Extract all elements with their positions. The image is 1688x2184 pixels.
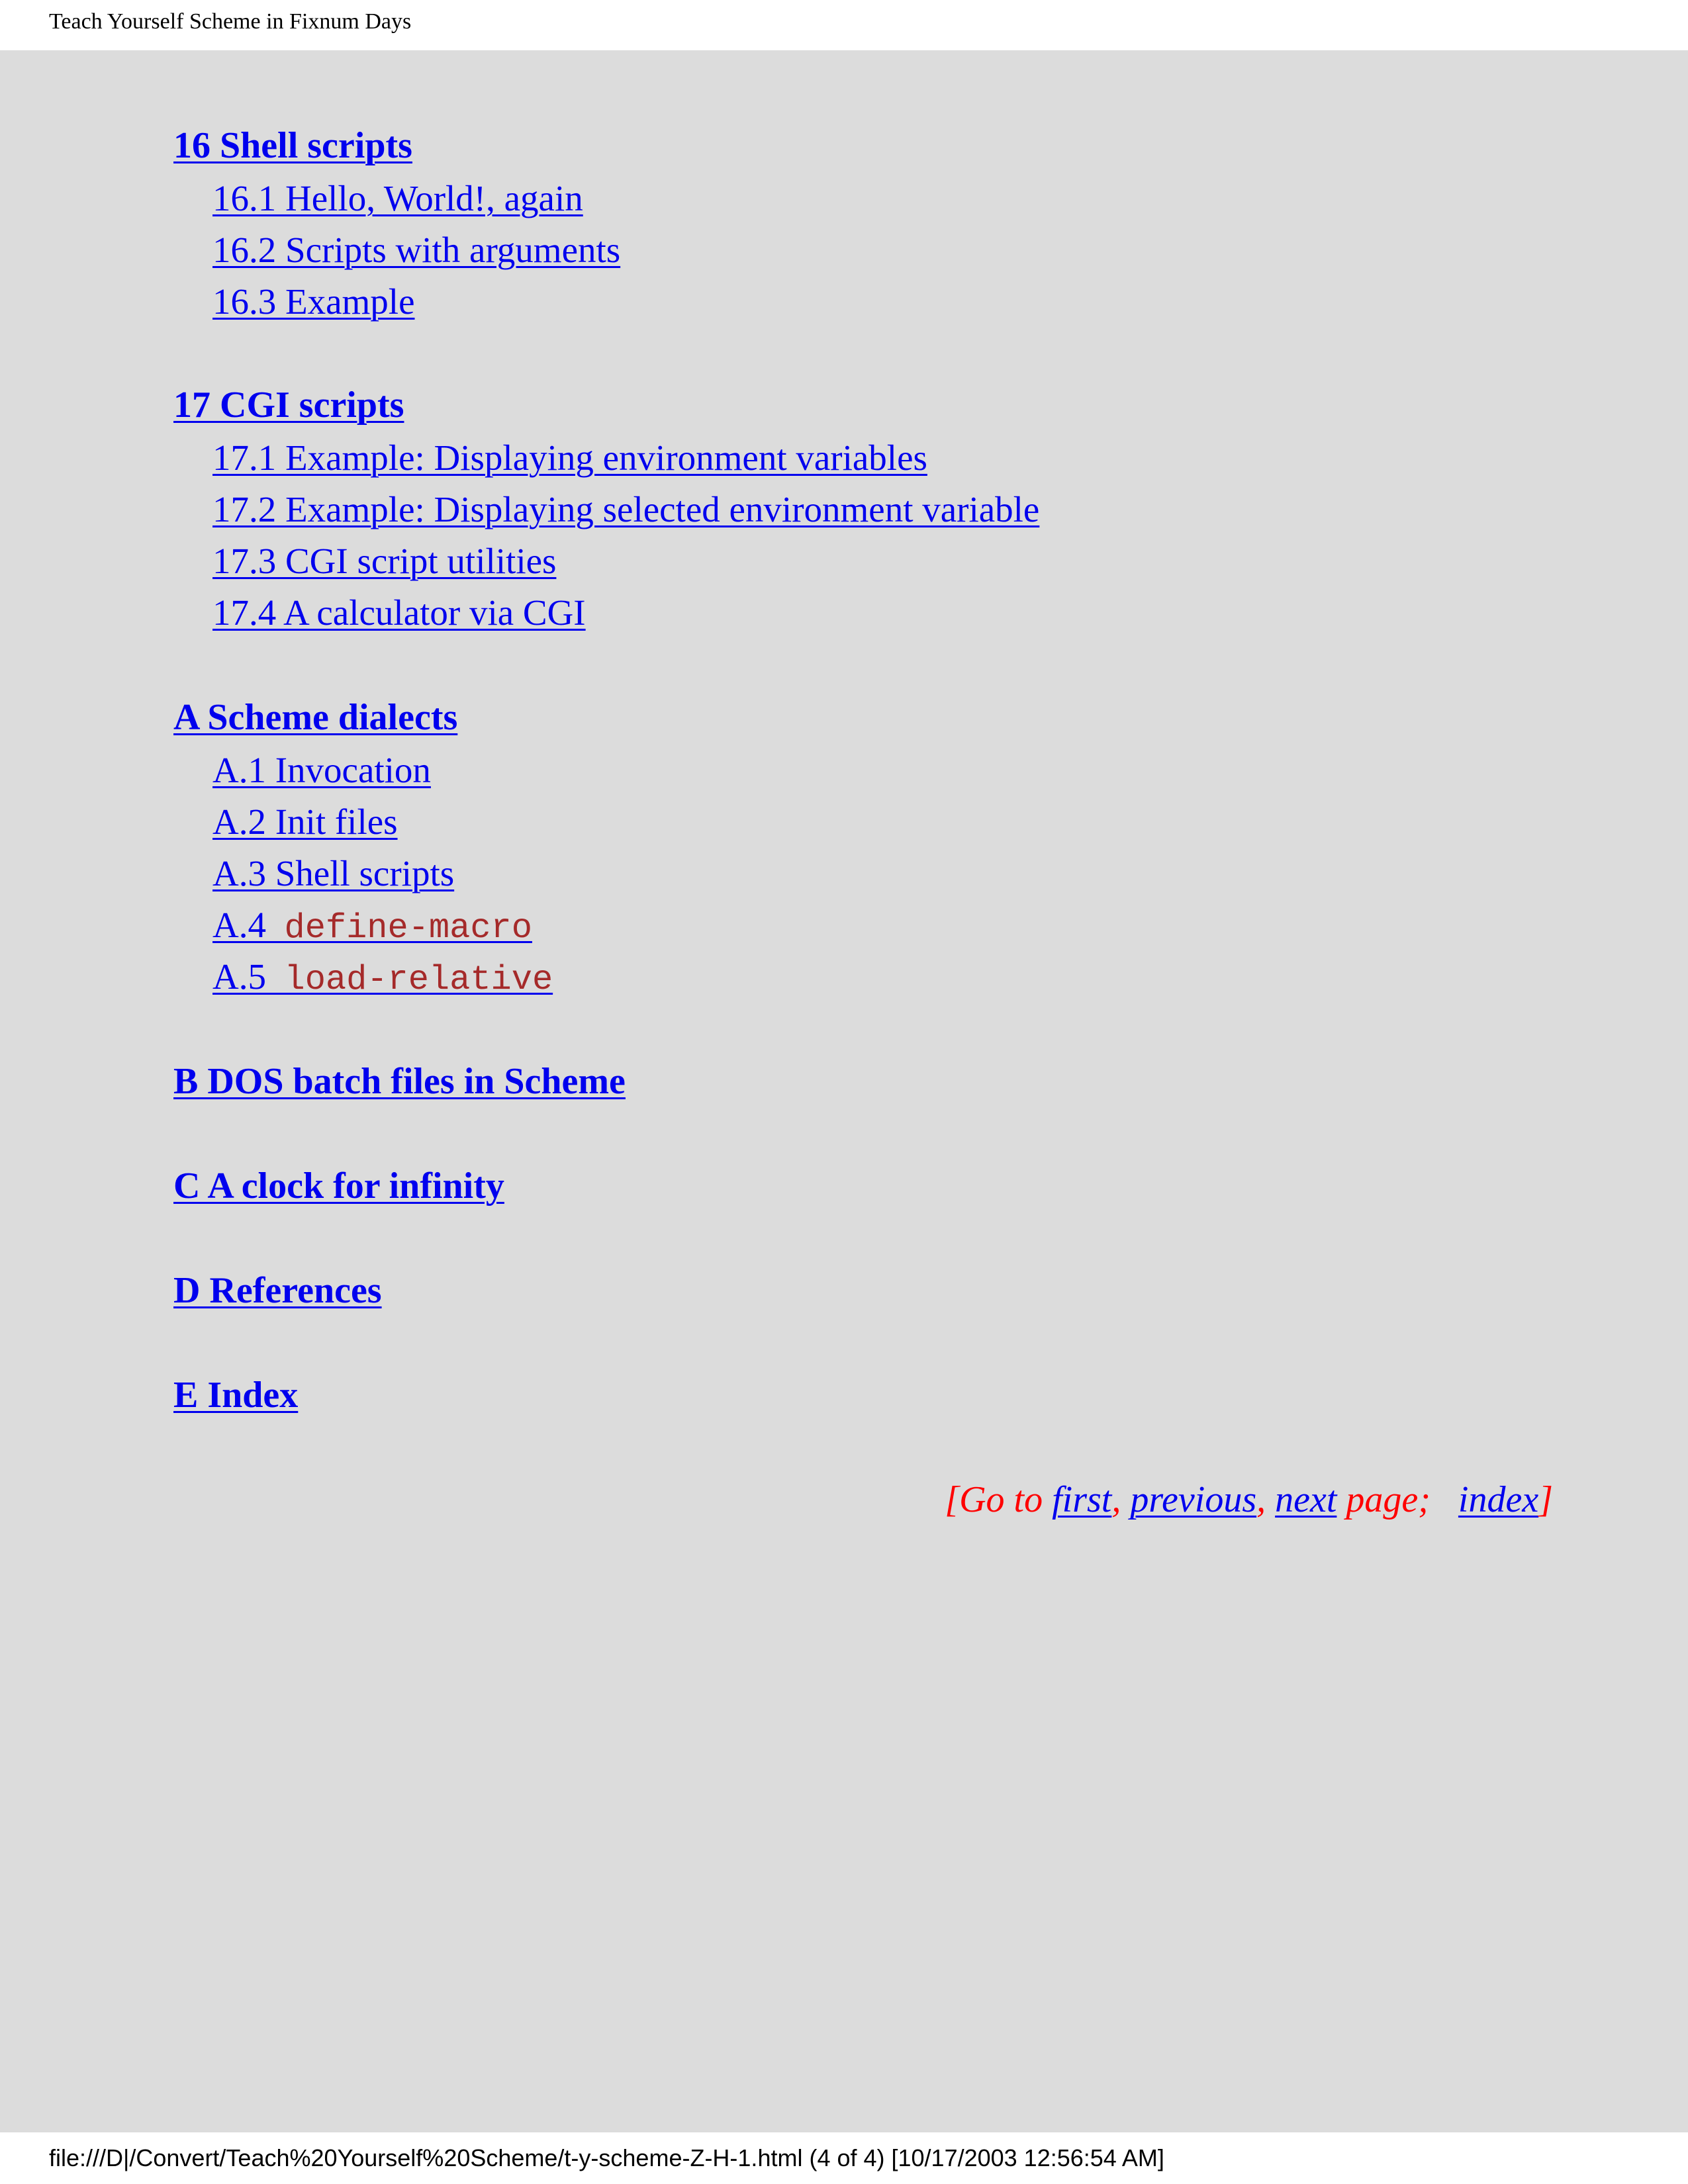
browser-print-header: [0, 0, 1688, 50]
toc-section-16-1-link[interactable]: 16.1 Hello, World!, again: [212, 178, 583, 218]
toc-appendix-d-link[interactable]: D References: [173, 1270, 382, 1311]
toc-section-17-1-link[interactable]: 17.1 Example: Displaying environment variables: [212, 437, 927, 478]
toc-section-17-3-link[interactable]: 17.3 CGI script utilities: [212, 541, 557, 581]
toc-section-a-2-link[interactable]: A.2 Init files: [212, 801, 398, 842]
toc-appendix-a-link[interactable]: A Scheme dialects: [173, 697, 458, 738]
browser-print-footer: [0, 2132, 1688, 2184]
toc-section-a-3-link[interactable]: A.3 Shell scripts: [212, 853, 455, 893]
nav-previous-link[interactable]: previous: [1130, 1479, 1257, 1520]
page-navigation: [945, 1479, 1553, 1521]
page-content: [0, 50, 1688, 2132]
toc-section-a-4-link[interactable]: [212, 904, 532, 948]
page-header-title: Teach Yourself Scheme in Fixnum Days: [49, 9, 412, 34]
toc-section-a-4-number: A.4: [212, 905, 285, 945]
toc-appendix-c-link[interactable]: C A clock for infinity: [173, 1165, 504, 1206]
toc-section-a-5-link[interactable]: [212, 956, 553, 999]
toc-section-17-2-link[interactable]: 17.2 Example: Displaying selected environment variable: [212, 489, 1040, 529]
page-footer-url: file:///D|/Convert/Teach%20Yourself%20Scheme/t-y-scheme-Z-H-1.html (4 of 4) [10/17/2003 12:56:54 AM]: [49, 2144, 1164, 2171]
toc-appendix-e-link[interactable]: E Index: [173, 1375, 299, 1416]
nav-index-link[interactable]: index: [1458, 1479, 1539, 1520]
nav-close-text: ]: [1538, 1479, 1553, 1520]
nav-open-text: [Go to: [945, 1479, 1053, 1520]
nav-separator-1: ,: [1111, 1479, 1131, 1520]
nav-next-link[interactable]: next: [1275, 1479, 1337, 1520]
nav-first-link[interactable]: first: [1052, 1479, 1112, 1520]
toc-section-16-2-link[interactable]: 16.2 Scripts with arguments: [212, 230, 621, 270]
toc-section-a-5-code: load-relative: [284, 960, 553, 999]
toc-section-a-1-link[interactable]: A.1 Invocation: [212, 750, 431, 790]
toc-section-16-3-link[interactable]: 16.3 Example: [212, 281, 415, 322]
toc-section-a-5-number: A.5: [212, 956, 285, 997]
toc-section-a-4-code: define-macro: [284, 909, 532, 948]
nav-page-text: page;: [1336, 1479, 1458, 1520]
toc-chapter-17-link[interactable]: 17 CGI scripts: [173, 385, 404, 426]
toc-chapter-16-link[interactable]: 16 Shell scripts: [173, 125, 412, 166]
toc-appendix-b-link[interactable]: B DOS batch files in Scheme: [173, 1061, 626, 1102]
nav-separator-2: ,: [1256, 1479, 1276, 1520]
toc-section-17-4-link[interactable]: 17.4 A calculator via CGI: [212, 592, 586, 633]
